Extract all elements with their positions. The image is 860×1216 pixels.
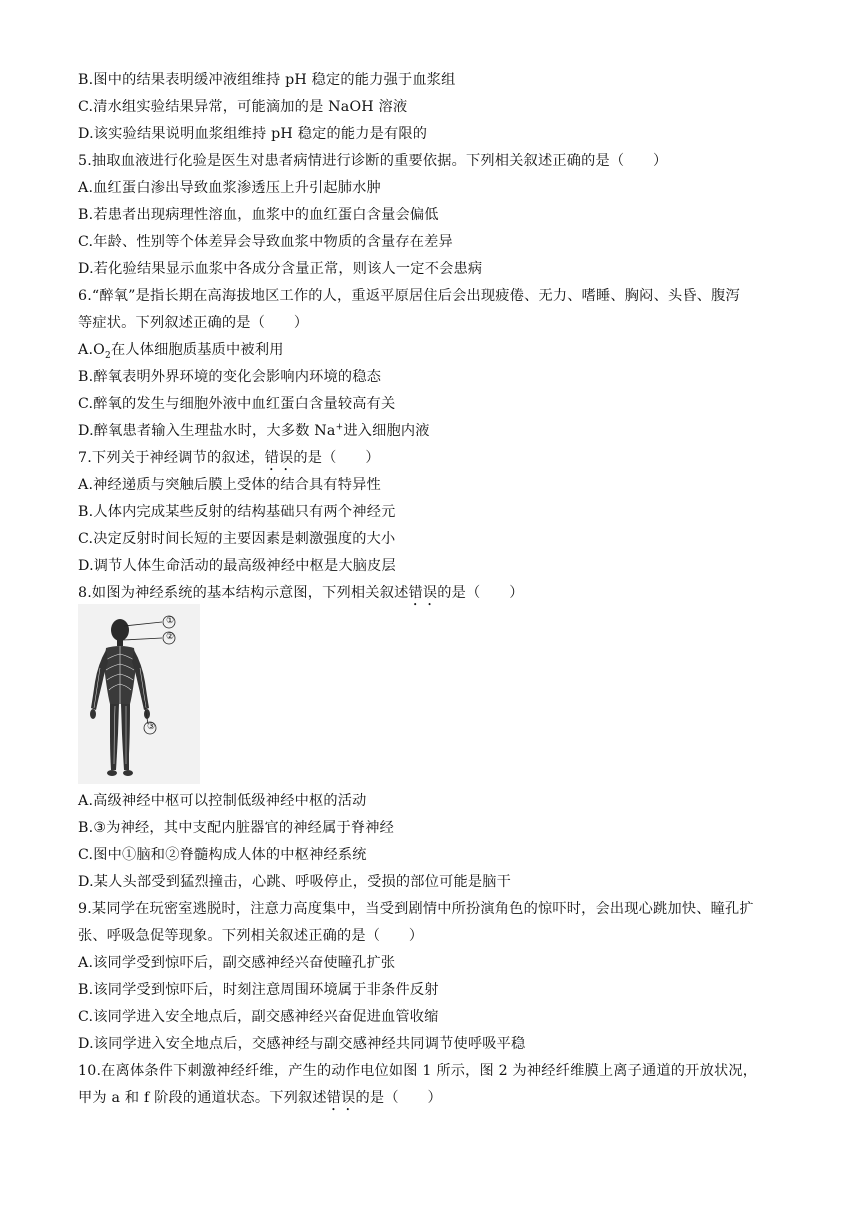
option-7a: A.神经递质与突触后膜上受体的结合具有特异性 xyxy=(78,477,381,493)
option-5c: C.年龄、性别等个体差异会导致血浆中物质的含量存在差异 xyxy=(78,234,453,250)
option-6a: $A.O_2$在人体细胞质基质中被利用 xyxy=(78,342,284,361)
option-9a: A.该同学受到惊吓后，副交感神经兴奋使瞳孔扩张 xyxy=(78,955,396,971)
option-6c: C.醉氧的发生与细胞外液中血红蛋白含量较高有关 xyxy=(78,396,396,412)
question-5-stem: 5.抽取血液进行化验是医生对患者病情进行诊断的重要依据。下列相关叙述正确的是（ ） xyxy=(78,153,668,169)
option-7d: D.调节人体生命活动的最高级神经中枢是大脑皮层 xyxy=(78,558,396,574)
nervous-system-figure xyxy=(78,604,200,784)
emphasis-wrong: 错误 xyxy=(408,585,438,601)
option-8d: D.某人头部受到猛烈撞击，心跳、呼吸停止，受损的部位可能是脑干 xyxy=(78,874,512,890)
option-4c: C.清水组实验结果异常，可能滴加的是 NaOH 溶液 xyxy=(78,99,408,115)
question-6-stem-line1: 6.“醉氧”是指长期在高海拔地区工作的人，重返平原居住后会出现疲倦、无力、嗜睡、胸闷、头昏、腹泻 xyxy=(78,288,740,304)
option-8b: B.③为神经，其中支配内脏器官的神经属于脊神经 xyxy=(78,820,395,836)
figure-label-1: ① xyxy=(165,616,175,626)
option-8a: A.高级神经中枢可以控制低级神经中枢的活动 xyxy=(78,793,367,809)
option-9c: C.该同学进入安全地点后，副交感神经兴奋促进血管收缩 xyxy=(78,1009,439,1025)
question-9-stem-line1: 9.某同学在玩密室逃脱时，注意力高度集中，当受到剧情中所扮演角色的惊吓时，会出现心跳加快、瞳孔扩 xyxy=(78,901,754,917)
option-9d: D.该同学进入安全地点后，交感神经与副交感神经共同调节使呼吸平稳 xyxy=(78,1036,526,1052)
option-5a: A.血红蛋白渗出导致血浆渗透压上升引起肺水肿 xyxy=(78,180,381,196)
option-7c: C.决定反射时间长短的主要因素是刺激强度的大小 xyxy=(78,531,396,547)
option-5d: D.若化验结果显示血浆中各成分含量正常，则该人一定不会患病 xyxy=(78,261,483,277)
emphasis-wrong: 错误 xyxy=(264,450,294,466)
option-6b: B.醉氧表明外界环境的变化会影响内环境的稳态 xyxy=(78,369,382,385)
emphasis-wrong: 错误 xyxy=(326,1090,356,1106)
figure-label-2: ② xyxy=(165,632,175,642)
option-9b: B.该同学受到惊吓后，时刻注意周围环境属于非条件反射 xyxy=(78,982,439,998)
question-10-stem-line1: 10.在离体条件下刺激神经纤维，产生的动作电位如图 1 所示，图 2 为神经纤维膜上离子通道的开放状况， xyxy=(78,1063,758,1079)
nervous-system-diagram xyxy=(78,604,200,784)
option-5b: B.若患者出现病理性溶血，血浆中的血红蛋白含量会偏低 xyxy=(78,207,439,223)
question-7-stem: 7.下列关于神经调节的叙述，错误的是（ ） xyxy=(78,450,380,466)
option-7b: B.人体内完成某些反射的结构基础只有两个神经元 xyxy=(78,504,396,520)
figure-label-3: ③ xyxy=(146,722,156,732)
question-6-stem-line2: 等症状。下列叙述正确的是（ ） xyxy=(78,315,309,331)
option-4b: B.图中的结果表明缓冲液组维持 pH 稳定的能力强于血浆组 xyxy=(78,72,456,88)
option-8c: C.图中①脑和②脊髓构成人体的中枢神经系统 xyxy=(78,847,367,863)
option-4d: D.该实验结果说明血浆组维持 pH 稳定的能力是有限的 xyxy=(78,126,428,142)
question-8-stem: 8.如图为神经系统的基本结构示意图，下列相关叙述错误的是（ ） xyxy=(78,585,524,601)
option-6d: D.醉氧患者输入生理盐水时，大多数 Na+进入细胞内液 xyxy=(78,422,430,439)
question-10-stem-line2: 甲为 a 和 f 阶段的通道状态。下列叙述错误的是（ ） xyxy=(78,1090,442,1106)
question-9-stem-line2: 张、呼吸急促等现象。下列相关叙述正确的是（ ） xyxy=(78,928,424,944)
